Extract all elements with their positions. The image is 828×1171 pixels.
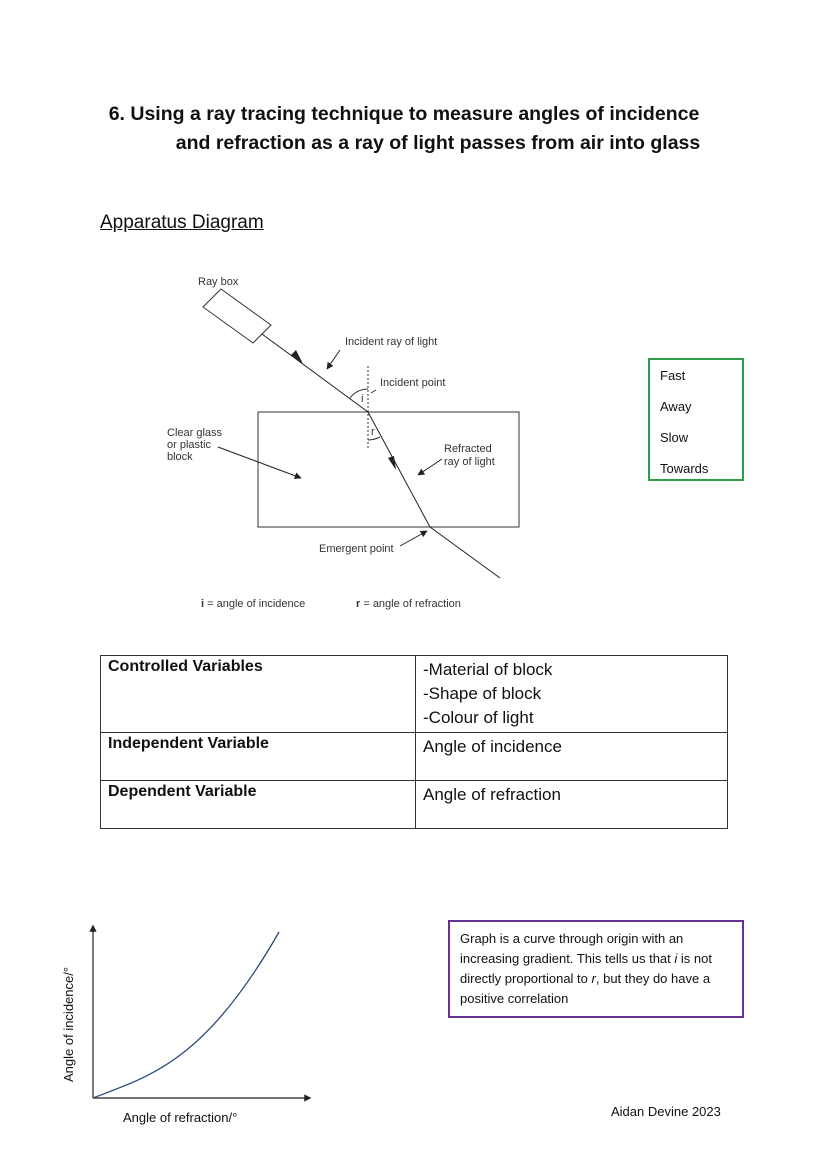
independent-variable-value: Angle of incidence: [416, 733, 728, 781]
angle-i-symbol: i: [361, 393, 364, 405]
emergent-point-label: Emergent point: [319, 543, 394, 555]
dependent-variable-label: Dependent Variable: [101, 781, 416, 829]
block-label-line-2: or plastic: [167, 439, 212, 451]
legend-r-symbol: r: [356, 598, 361, 610]
word-towards: Towards: [660, 461, 709, 476]
legend-i-text: = angle of incidence: [204, 598, 306, 610]
word-slow: Slow: [660, 430, 689, 445]
independent-variable-label: Independent Variable: [101, 733, 416, 781]
legend-r-text: = angle of refraction: [360, 598, 461, 610]
word-fast: Fast: [660, 368, 686, 383]
legend-i-symbol: i: [201, 598, 205, 610]
conclusion-note: [448, 920, 744, 1018]
ray-box-label: Ray box: [198, 276, 239, 288]
controlled-value-1: -Material of block: [423, 660, 553, 679]
section-heading: Apparatus Diagram: [100, 212, 264, 233]
refracted-label-line-2: ray of light: [444, 456, 495, 468]
block-label-line-1: Clear glass: [167, 427, 223, 439]
note-part-3: , but they do have a positive correlation: [460, 971, 711, 1006]
dependent-variable-value: Angle of refraction: [416, 781, 728, 829]
controlled-variables-label: Controlled Variables: [101, 656, 416, 733]
x-axis-label: Angle of refraction/°: [123, 1110, 238, 1125]
author-credit: Aidan Devine 2023: [611, 1104, 721, 1119]
controlled-value-3: -Colour of light: [423, 708, 534, 727]
refracted-label-line-1: Refracted: [444, 443, 492, 455]
note-part-1: Graph is a curve through origin with an increasing gradient. This tells us that: [460, 931, 684, 966]
angle-r-symbol: r: [371, 426, 375, 438]
incident-ray-label: Incident ray of light: [345, 336, 438, 348]
incident-point-label: Incident point: [380, 377, 446, 389]
block-label-line-3: block: [167, 451, 193, 463]
graph-curve: [93, 932, 279, 1098]
note-i-symbol: i: [674, 951, 678, 966]
word-away: Away: [660, 399, 692, 414]
title-line-1: 6. Using a ray tracing technique to measure angles of incidence: [108, 103, 700, 125]
controlled-value-2: -Shape of block: [423, 684, 542, 703]
y-axis-label: Angle of incidence/°: [61, 966, 76, 1082]
note-r-symbol: r: [591, 971, 596, 986]
title-line-2: and refraction as a ray of light passes from air into glass: [175, 132, 701, 154]
note-part-2: is not directly proportional to: [460, 951, 712, 986]
